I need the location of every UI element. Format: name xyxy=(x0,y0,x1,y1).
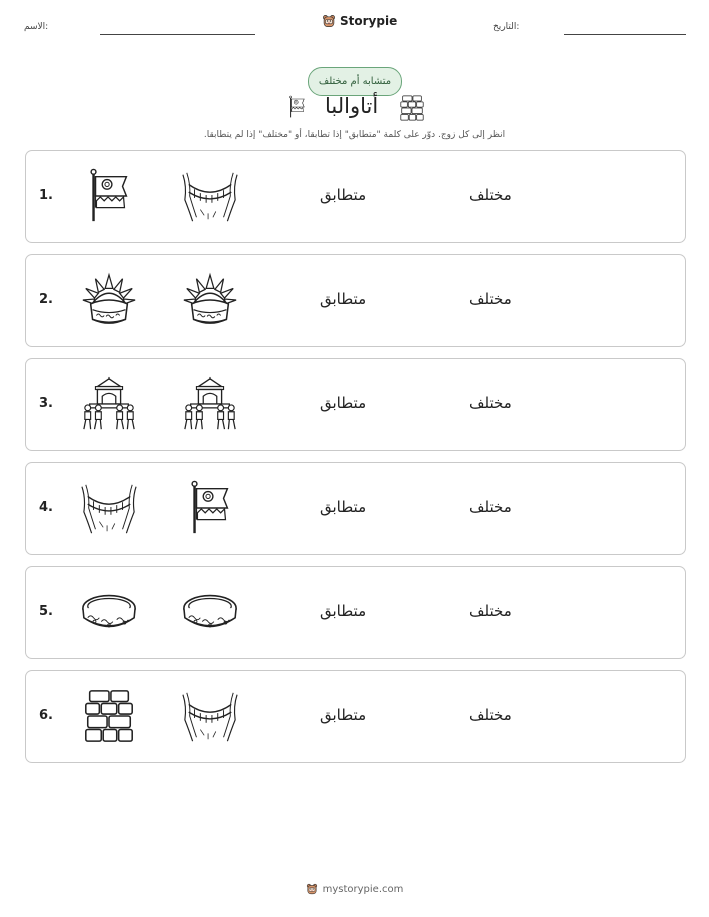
same-option[interactable]: متطابق xyxy=(320,602,367,620)
same-option[interactable]: متطابق xyxy=(320,706,367,724)
brand-logo xyxy=(322,13,397,29)
mascot-icon xyxy=(306,882,318,896)
rope-bridge-icon xyxy=(78,479,140,537)
gold-bracelet-icon xyxy=(78,583,140,641)
sun-crown-icon xyxy=(179,271,241,329)
different-option[interactable]: مختلف xyxy=(469,706,512,724)
flag-icon xyxy=(179,479,241,537)
name-line[interactable] xyxy=(100,34,255,35)
stone-wall-icon xyxy=(398,94,426,122)
date-line[interactable] xyxy=(564,34,686,35)
footer xyxy=(0,882,709,896)
sun-crown-icon xyxy=(78,271,140,329)
match-row-1 xyxy=(25,150,686,243)
flag-icon xyxy=(78,167,140,225)
rope-bridge-icon xyxy=(179,687,241,745)
instructions: انظر إلى كل زوج. دوّر على كلمة "متطابق" إذا تطابقا، أو "مختلف" إذا لم يتطابقا. xyxy=(203,130,506,140)
row-number: 6. xyxy=(39,708,53,723)
row-number: 5. xyxy=(39,604,53,619)
mascot-icon xyxy=(322,13,336,29)
row-number: 2. xyxy=(39,292,53,307)
match-row-2 xyxy=(25,254,686,347)
match-row-6 xyxy=(25,670,686,763)
stone-wall-icon xyxy=(78,687,140,745)
different-option[interactable]: مختلف xyxy=(469,186,512,204)
different-option[interactable]: مختلف xyxy=(469,602,512,620)
different-option[interactable]: مختلف xyxy=(469,498,512,516)
footer-site[interactable]: mystorypie.com xyxy=(322,883,404,895)
date-label: التاريخ: xyxy=(493,22,520,32)
row-number: 3. xyxy=(39,396,53,411)
page-title: أتاوالبا xyxy=(325,94,379,118)
row-number: 4. xyxy=(39,500,53,515)
match-row-5 xyxy=(25,566,686,659)
same-option[interactable]: متطابق xyxy=(320,186,367,204)
rope-bridge-icon xyxy=(179,167,241,225)
flag-icon xyxy=(285,94,309,120)
different-option[interactable]: مختلف xyxy=(469,290,512,308)
match-row-3 xyxy=(25,358,686,451)
same-option[interactable]: متطابق xyxy=(320,394,367,412)
match-row-4 xyxy=(25,462,686,555)
worksheet-tag: متشابه أم مختلف xyxy=(308,67,402,96)
different-option[interactable]: مختلف xyxy=(469,394,512,412)
name-label: الاسم: xyxy=(24,22,49,32)
row-number: 1. xyxy=(39,188,53,203)
same-option[interactable]: متطابق xyxy=(320,290,367,308)
gold-bracelet-icon xyxy=(179,583,241,641)
litter-carriers-icon xyxy=(179,375,241,433)
title-row xyxy=(285,92,427,124)
brand-name: Storypie xyxy=(340,14,398,28)
litter-carriers-icon xyxy=(78,375,140,433)
same-option[interactable]: متطابق xyxy=(320,498,367,516)
